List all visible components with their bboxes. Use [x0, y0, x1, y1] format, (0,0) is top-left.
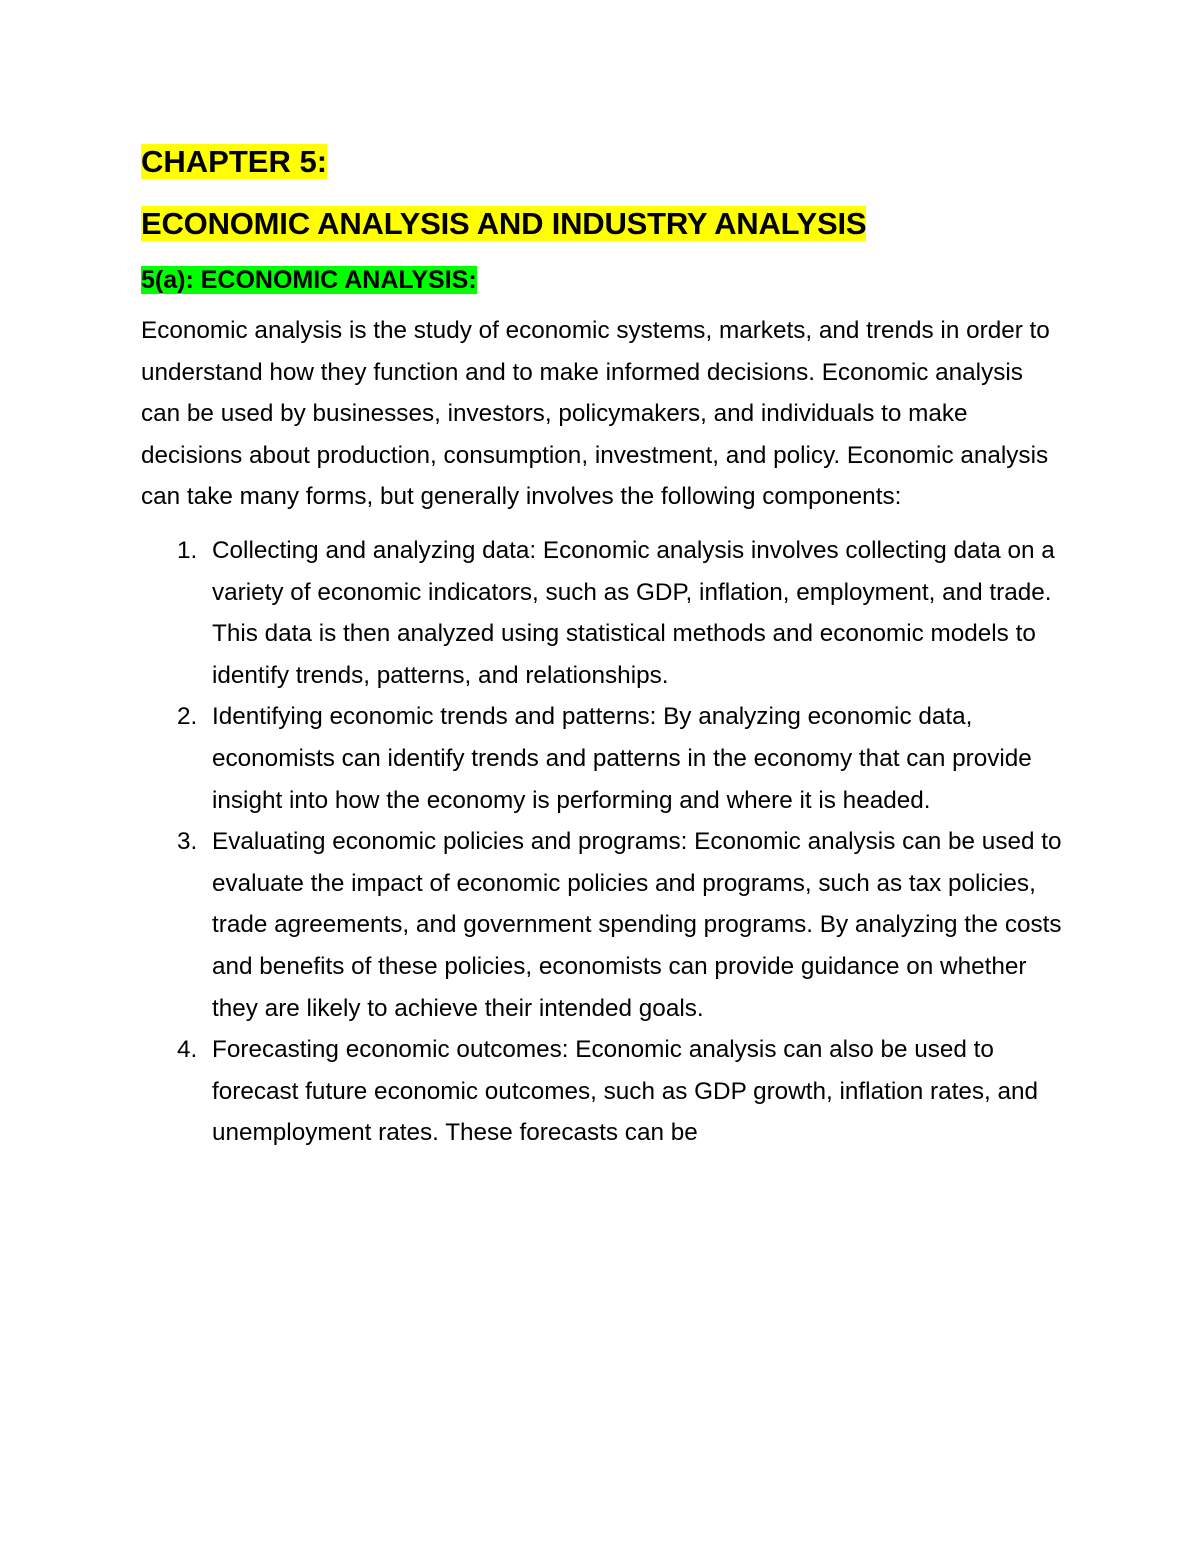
list-item: [141, 821, 1066, 1029]
page-content: [141, 140, 1066, 1154]
section-heading: [141, 262, 1066, 298]
list-item-number: 2.: [177, 703, 198, 731]
chapter-label: CHAPTER 5:: [141, 144, 328, 179]
section-heading-text: 5(a): ECONOMIC ANALYSIS:: [141, 266, 477, 294]
intro-paragraph: Economic analysis is the study of economic systems, markets, and trends in order to understand how they function and to make informed decisions. Economic analysis can be used by businesses, investors, policymakers, and individuals to make decisions about production, consumption, investment, and policy. Economic analysis can take many forms, but generally involves the following components:: [141, 317, 1050, 511]
list-item-number: 4.: [177, 1036, 198, 1064]
components-list: [141, 530, 1066, 1154]
list-item: [141, 696, 1066, 821]
list-item-number: 1.: [177, 536, 198, 564]
list-item: [141, 530, 1066, 696]
list-item-text: Forecasting economic outcomes: Economic analysis can also be used to forecast future economic outcomes, such as GDP growth, inflation rates, and unemployment rates. These forecasts can be: [212, 1036, 1039, 1147]
list-item-text: Evaluating economic policies and programs: Economic analysis can be used to evaluate the impact of economic policies and programs, such as tax policies, trade agreements, and government spending programs. By analyzing the costs and benefits of these policies, economists can provide guidance on whether they are likely to achieve their intended goals.: [212, 828, 1062, 1022]
list-item-number: 3.: [177, 828, 198, 856]
list-item: [141, 1029, 1066, 1154]
chapter-heading: [141, 140, 1066, 184]
chapter-title: ECONOMIC ANALYSIS AND INDUSTRY ANALYSIS: [141, 206, 867, 241]
list-item-text: Identifying economic trends and patterns: By analyzing economic data, economists can identify trends and patterns in the economy that can provide insight into how the economy is performing and where it is headed.: [212, 703, 1032, 814]
list-item-text: Collecting and analyzing data: Economic analysis involves collecting data on a variety of economic indicators, such as GDP, inflation, employment, and trade. This data is then analyzed using statistical methods and economic models to identify trends, patterns, and relationships.: [212, 536, 1055, 689]
chapter-title-heading: [141, 202, 1066, 246]
